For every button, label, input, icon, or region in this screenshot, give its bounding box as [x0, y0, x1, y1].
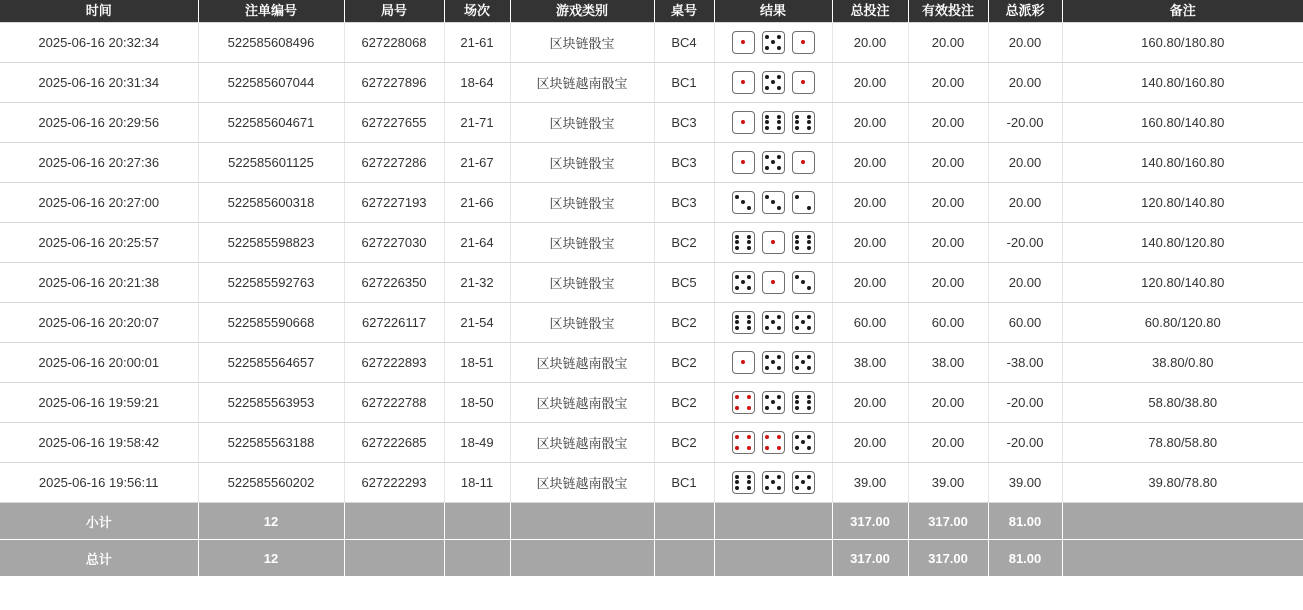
column-header-result: 结果: [714, 0, 832, 23]
cell-order: 522585564657: [198, 343, 344, 383]
cell-tableno: BC3: [654, 143, 714, 183]
cell-round: 627227896: [344, 63, 444, 103]
cell-totalpay: -20.00: [988, 383, 1062, 423]
cell-session: 21-64: [444, 223, 510, 263]
column-header-totalbet: 总投注: [832, 0, 908, 23]
total-count: 12: [198, 540, 344, 577]
cell-gametype: 区块链越南骰宝: [510, 383, 654, 423]
cell-result: [714, 23, 832, 63]
column-header-gametype: 游戏类别: [510, 0, 654, 23]
table-row: [0, 143, 1303, 183]
cell-time: 2025-06-16 20:27:36: [0, 143, 198, 183]
cell-time: 2025-06-16 20:21:38: [0, 263, 198, 303]
subtotal-gametype: [510, 503, 654, 540]
column-header-totalpay: 总派彩: [988, 0, 1062, 23]
cell-tableno: BC3: [654, 183, 714, 223]
cell-gametype: 区块链骰宝: [510, 23, 654, 63]
table-row: [0, 463, 1303, 503]
cell-session: 21-71: [444, 103, 510, 143]
cell-tableno: BC1: [654, 463, 714, 503]
cell-gametype: 区块链越南骰宝: [510, 343, 654, 383]
table-row: [0, 303, 1303, 343]
die-face-1: [732, 111, 755, 134]
cell-tableno: BC2: [654, 303, 714, 343]
die-face-5: [762, 31, 785, 54]
cell-totalbet: 20.00: [832, 383, 908, 423]
total-label: 总计: [0, 540, 198, 577]
column-header-tableno: 桌号: [654, 0, 714, 23]
cell-remark: 160.80/180.80: [1062, 23, 1303, 63]
cell-totalpay: -38.00: [988, 343, 1062, 383]
die-face-6: [762, 111, 785, 134]
total-result: [714, 540, 832, 577]
dice-result-group: [719, 151, 828, 174]
die-face-1: [792, 151, 815, 174]
table-row: [0, 63, 1303, 103]
cell-validbet: 20.00: [908, 143, 988, 183]
cell-totalpay: 20.00: [988, 143, 1062, 183]
die-face-1: [732, 151, 755, 174]
cell-session: 18-11: [444, 463, 510, 503]
cell-session: 18-50: [444, 383, 510, 423]
dice-result-group: [719, 351, 828, 374]
cell-session: 21-54: [444, 303, 510, 343]
die-face-4: [732, 391, 755, 414]
die-face-6: [732, 231, 755, 254]
cell-totalbet: 39.00: [832, 463, 908, 503]
die-face-5: [792, 311, 815, 334]
dice-result-group: [719, 271, 828, 294]
cell-order: 522585560202: [198, 463, 344, 503]
column-header-time: 时间: [0, 0, 198, 23]
dice-result-group: [719, 111, 828, 134]
die-face-6: [792, 111, 815, 134]
cell-order: 522585563953: [198, 383, 344, 423]
cell-time: 2025-06-16 19:59:21: [0, 383, 198, 423]
table-header: [0, 0, 1303, 23]
total-row: [0, 540, 1303, 577]
cell-totalpay: 60.00: [988, 303, 1062, 343]
die-face-5: [762, 391, 785, 414]
die-face-1: [792, 31, 815, 54]
cell-remark: 58.80/38.80: [1062, 383, 1303, 423]
cell-gametype: 区块链越南骰宝: [510, 63, 654, 103]
cell-validbet: 20.00: [908, 263, 988, 303]
cell-totalbet: 20.00: [832, 423, 908, 463]
cell-round: 627226117: [344, 303, 444, 343]
cell-remark: 39.80/78.80: [1062, 463, 1303, 503]
table-row: [0, 343, 1303, 383]
die-face-3: [792, 271, 815, 294]
cell-gametype: 区块链骰宝: [510, 263, 654, 303]
die-face-6: [732, 311, 755, 334]
cell-totalbet: 38.00: [832, 343, 908, 383]
cell-order: 522585601125: [198, 143, 344, 183]
table-row: [0, 383, 1303, 423]
cell-tableno: BC3: [654, 103, 714, 143]
subtotal-label: 小计: [0, 503, 198, 540]
cell-session: 18-49: [444, 423, 510, 463]
cell-totalbet: 20.00: [832, 223, 908, 263]
column-header-validbet: 有效投注: [908, 0, 988, 23]
cell-validbet: 39.00: [908, 463, 988, 503]
subtotal-tableno: [654, 503, 714, 540]
cell-totalpay: -20.00: [988, 423, 1062, 463]
dice-result-group: [719, 191, 828, 214]
column-header-order: 注单编号: [198, 0, 344, 23]
die-face-5: [762, 311, 785, 334]
total-session: [444, 540, 510, 577]
cell-tableno: BC2: [654, 383, 714, 423]
cell-totalpay: 20.00: [988, 63, 1062, 103]
cell-remark: 120.80/140.80: [1062, 183, 1303, 223]
subtotal-count: 12: [198, 503, 344, 540]
cell-gametype: 区块链越南骰宝: [510, 463, 654, 503]
cell-time: 2025-06-16 20:31:34: [0, 63, 198, 103]
cell-time: 2025-06-16 19:56:11: [0, 463, 198, 503]
total-tableno: [654, 540, 714, 577]
cell-gametype: 区块链骰宝: [510, 183, 654, 223]
die-face-5: [732, 271, 755, 294]
cell-totalpay: 20.00: [988, 183, 1062, 223]
cell-round: 627227655: [344, 103, 444, 143]
table-row: [0, 223, 1303, 263]
cell-validbet: 60.00: [908, 303, 988, 343]
cell-order: 522585598823: [198, 223, 344, 263]
cell-result: [714, 263, 832, 303]
die-face-3: [762, 191, 785, 214]
cell-validbet: 20.00: [908, 103, 988, 143]
die-face-5: [792, 471, 815, 494]
cell-gametype: 区块链骰宝: [510, 143, 654, 183]
table-row: [0, 263, 1303, 303]
cell-order: 522585592763: [198, 263, 344, 303]
cell-result: [714, 423, 832, 463]
cell-session: 21-67: [444, 143, 510, 183]
dice-result-group: [719, 431, 828, 454]
cell-time: 2025-06-16 20:32:34: [0, 23, 198, 63]
subtotal-remark: [1062, 503, 1303, 540]
die-face-6: [732, 471, 755, 494]
cell-time: 2025-06-16 19:58:42: [0, 423, 198, 463]
cell-round: 627228068: [344, 23, 444, 63]
cell-result: [714, 183, 832, 223]
table-body: [0, 23, 1303, 503]
dice-result-group: [719, 71, 828, 94]
total-validbet: 317.00: [908, 540, 988, 577]
cell-totalbet: 20.00: [832, 103, 908, 143]
cell-tableno: BC5: [654, 263, 714, 303]
total-remark: [1062, 540, 1303, 577]
die-face-1: [732, 31, 755, 54]
table-header-row: [0, 0, 1303, 23]
die-face-1: [792, 71, 815, 94]
cell-totalbet: 60.00: [832, 303, 908, 343]
cell-remark: 120.80/140.80: [1062, 263, 1303, 303]
cell-remark: 140.80/120.80: [1062, 223, 1303, 263]
cell-validbet: 20.00: [908, 183, 988, 223]
cell-result: [714, 343, 832, 383]
cell-round: 627227286: [344, 143, 444, 183]
cell-totalbet: 20.00: [832, 263, 908, 303]
cell-totalpay: -20.00: [988, 223, 1062, 263]
column-header-remark: 备注: [1062, 0, 1303, 23]
cell-tableno: BC2: [654, 223, 714, 263]
cell-gametype: 区块链骰宝: [510, 223, 654, 263]
cell-remark: 140.80/160.80: [1062, 63, 1303, 103]
subtotal-validbet: 317.00: [908, 503, 988, 540]
cell-time: 2025-06-16 20:20:07: [0, 303, 198, 343]
cell-time: 2025-06-16 20:29:56: [0, 103, 198, 143]
table-footer: [0, 503, 1303, 577]
cell-tableno: BC1: [654, 63, 714, 103]
cell-gametype: 区块链越南骰宝: [510, 423, 654, 463]
cell-time: 2025-06-16 20:27:00: [0, 183, 198, 223]
cell-gametype: 区块链骰宝: [510, 303, 654, 343]
cell-validbet: 20.00: [908, 383, 988, 423]
cell-validbet: 20.00: [908, 63, 988, 103]
subtotal-result: [714, 503, 832, 540]
dice-result-group: [719, 471, 828, 494]
cell-result: [714, 103, 832, 143]
die-face-5: [762, 351, 785, 374]
total-totalbet: 317.00: [832, 540, 908, 577]
cell-result: [714, 63, 832, 103]
cell-tableno: BC2: [654, 343, 714, 383]
die-face-5: [762, 151, 785, 174]
cell-totalpay: -20.00: [988, 103, 1062, 143]
cell-time: 2025-06-16 20:00:01: [0, 343, 198, 383]
cell-order: 522585604671: [198, 103, 344, 143]
cell-validbet: 20.00: [908, 223, 988, 263]
cell-totalbet: 20.00: [832, 23, 908, 63]
cell-round: 627222788: [344, 383, 444, 423]
cell-result: [714, 463, 832, 503]
cell-round: 627226350: [344, 263, 444, 303]
die-face-1: [762, 231, 785, 254]
subtotal-row: [0, 503, 1303, 540]
cell-tableno: BC4: [654, 23, 714, 63]
die-face-4: [762, 431, 785, 454]
cell-order: 522585590668: [198, 303, 344, 343]
cell-result: [714, 383, 832, 423]
die-face-5: [762, 71, 785, 94]
cell-totalbet: 20.00: [832, 143, 908, 183]
cell-result: [714, 143, 832, 183]
die-face-5: [762, 471, 785, 494]
cell-session: 21-66: [444, 183, 510, 223]
table-row: [0, 183, 1303, 223]
column-header-round: 局号: [344, 0, 444, 23]
die-face-4: [732, 431, 755, 454]
die-face-3: [732, 191, 755, 214]
die-face-6: [792, 231, 815, 254]
cell-order: 522585608496: [198, 23, 344, 63]
cell-round: 627222293: [344, 463, 444, 503]
total-gametype: [510, 540, 654, 577]
cell-order: 522585607044: [198, 63, 344, 103]
cell-session: 21-61: [444, 23, 510, 63]
cell-totalpay: 39.00: [988, 463, 1062, 503]
cell-result: [714, 303, 832, 343]
dice-result-group: [719, 311, 828, 334]
total-round: [344, 540, 444, 577]
cell-remark: 78.80/58.80: [1062, 423, 1303, 463]
cell-round: 627222893: [344, 343, 444, 383]
cell-order: 522585600318: [198, 183, 344, 223]
die-face-1: [732, 71, 755, 94]
cell-session: 18-51: [444, 343, 510, 383]
cell-session: 18-64: [444, 63, 510, 103]
subtotal-round: [344, 503, 444, 540]
cell-totalpay: 20.00: [988, 263, 1062, 303]
cell-round: 627227030: [344, 223, 444, 263]
dice-result-group: [719, 391, 828, 414]
cell-time: 2025-06-16 20:25:57: [0, 223, 198, 263]
cell-validbet: 20.00: [908, 23, 988, 63]
cell-remark: 38.80/0.80: [1062, 343, 1303, 383]
cell-gametype: 区块链骰宝: [510, 103, 654, 143]
table-row: [0, 103, 1303, 143]
die-face-1: [762, 271, 785, 294]
die-face-2: [792, 191, 815, 214]
dice-result-group: [719, 31, 828, 54]
cell-order: 522585563188: [198, 423, 344, 463]
cell-session: 21-32: [444, 263, 510, 303]
cell-tableno: BC2: [654, 423, 714, 463]
cell-totalpay: 20.00: [988, 23, 1062, 63]
die-face-5: [792, 351, 815, 374]
cell-remark: 140.80/160.80: [1062, 143, 1303, 183]
cell-totalbet: 20.00: [832, 183, 908, 223]
cell-round: 627227193: [344, 183, 444, 223]
cell-validbet: 20.00: [908, 423, 988, 463]
die-face-1: [732, 351, 755, 374]
subtotal-totalbet: 317.00: [832, 503, 908, 540]
cell-result: [714, 223, 832, 263]
cell-remark: 160.80/140.80: [1062, 103, 1303, 143]
total-totalpay: 81.00: [988, 540, 1062, 577]
subtotal-session: [444, 503, 510, 540]
die-face-5: [792, 431, 815, 454]
table-row: [0, 23, 1303, 63]
subtotal-totalpay: 81.00: [988, 503, 1062, 540]
cell-round: 627222685: [344, 423, 444, 463]
dice-result-group: [719, 231, 828, 254]
cell-totalbet: 20.00: [832, 63, 908, 103]
cell-remark: 60.80/120.80: [1062, 303, 1303, 343]
cell-validbet: 38.00: [908, 343, 988, 383]
table-row: [0, 423, 1303, 463]
die-face-6: [792, 391, 815, 414]
column-header-session: 场次: [444, 0, 510, 23]
